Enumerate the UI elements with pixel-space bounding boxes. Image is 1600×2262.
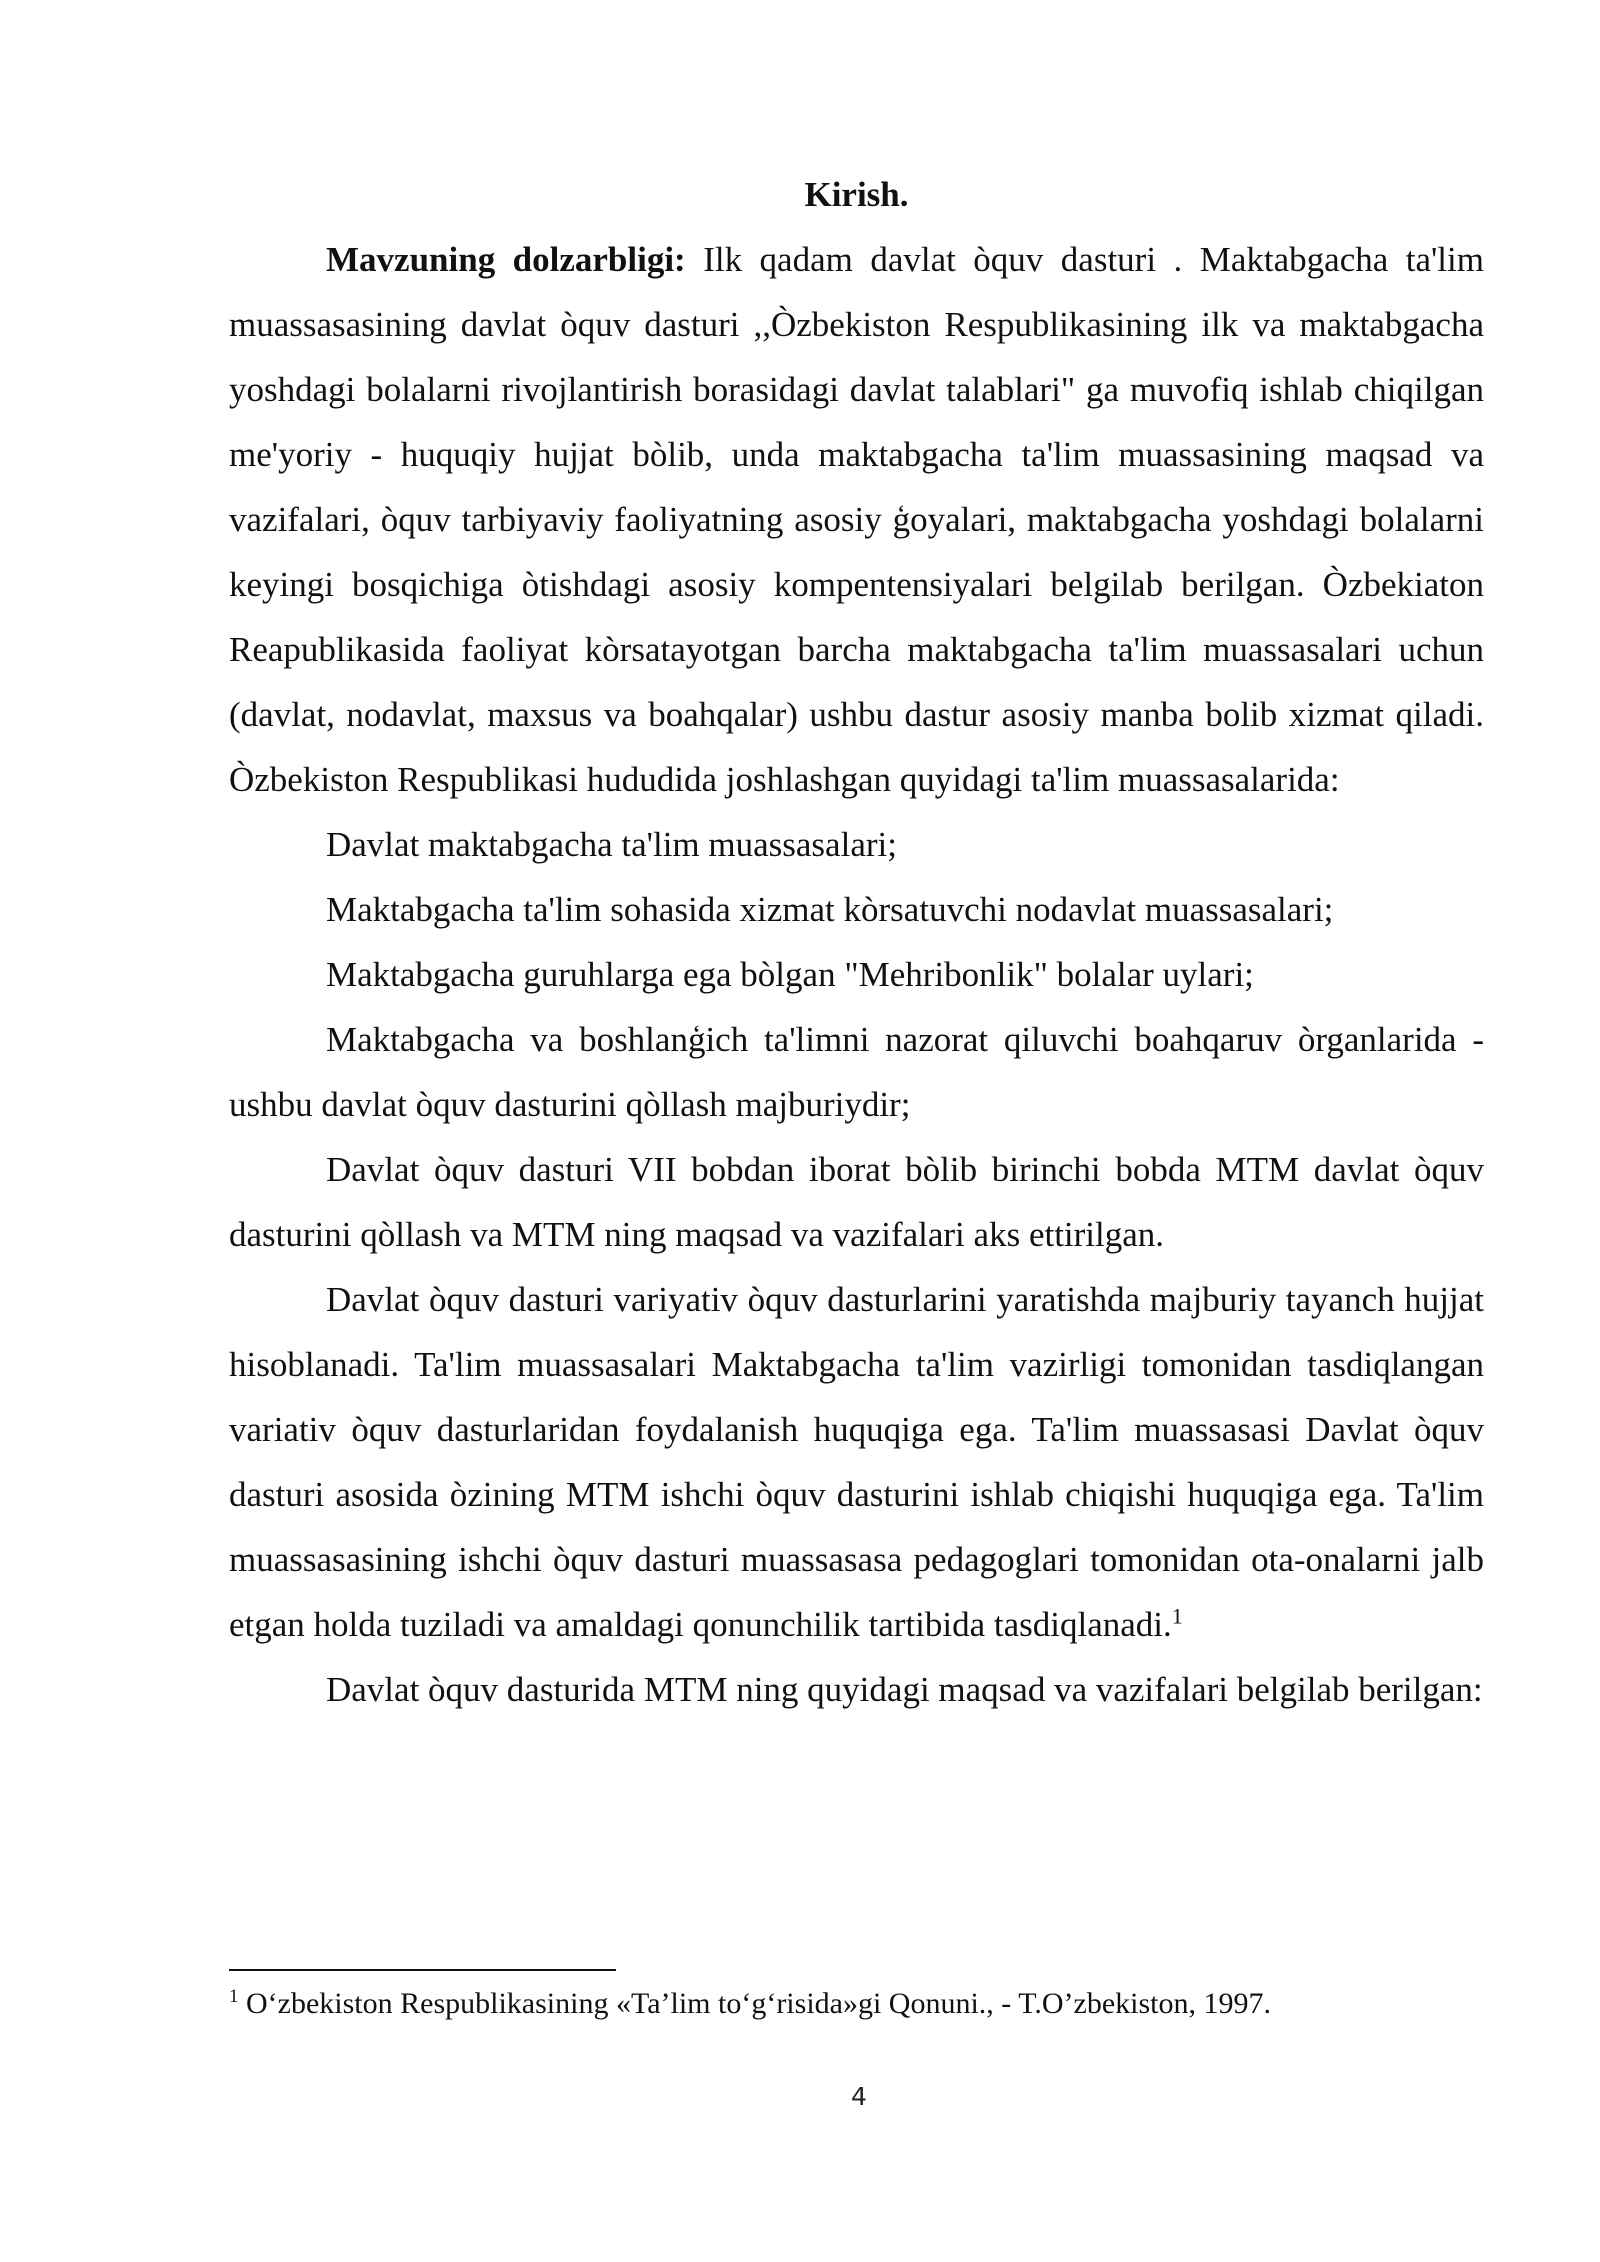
paragraph-obligations-text: Davlat òquv dasturi variyativ òquv dasturlarini yaratishda majburiy tayanch hujjat hisoblanadi. Ta'lim muassasalari Maktabgacha ta'lim vazirligi tomonidan tasdiqlangan variativ òquv dasturlaridan foydalanish huquqiga ega. Ta'lim muassasasi Davlat òquv dasturi asosida òzining MTM ishchi òquv dasturini ishlab chiqishi huquqiga ega. Ta'lim muassasasining ishchi òquv dasturi muassasasa pedagoglari tomonidan ota-onalarni jalb etgan holda tuziladi va amaldagi qonunchilik tartibida tasdiqlanadi. (229, 1280, 1484, 1644)
intro-paragraph (229, 227, 1484, 812)
footnote-reference[interactable]: 1 (1171, 1603, 1183, 1629)
intro-text: Ilk qadam davlat òquv dasturi . Maktabgacha ta'lim muassasasining davlat òquv dasturi ,,Òzbekiston Respublikasining ilk va maktabgacha yoshdagi bolalarni rivojlantirish borasidagi davlat talablari" ga muvofiq ishlab chiqilgan me'yoriy - huquqiy hujjat bòlib, unda maktabgacha ta'lim muassasining maqsad va vazifalari, òquv tarbiyaviy faoliyatning asosiy ģoyalari, maktabgacha yoshdagi bolalarni keyingi bosqichiga òtishdagi asosiy kompentensiyalari belgilab berilgan. Òzbekiaton Reapublikasida faoliyat kòrsatayotgan barcha maktabgacha ta'lim muassasalari uchun (davlat, nodavlat, maxsus va boahqalar) ushbu dastur asosiy manba bolib xizmat qiladi. Òzbekiston Respublikasi hududida joshlashgan quyidagi ta'lim muassasalarida: (229, 240, 1484, 799)
paragraph-structure: Davlat òquv dasturi VII bobdan iborat bòlib birinchi bobda MTM davlat òquv dasturini qòllash va MTM ning maqsad va vazifalari aks ettirilgan. (229, 1150, 1484, 1254)
intro-lead: Mavzuning dolzarbligi: (326, 240, 686, 279)
footnote (229, 1984, 1489, 2024)
paragraph-goals: Davlat òquv dasturida MTM ning quyidagi maqsad va vazifalari belgilab berilgan: (326, 1670, 1483, 1709)
paragraph-obligations (229, 1267, 1484, 1657)
list-item: Maktabgacha ta'lim sohasida xizmat kòrsatuvchi nodavlat muassasalari; (326, 890, 1334, 929)
footnote-separator (229, 1969, 616, 1971)
footnote-marker: 1 (229, 1986, 239, 2007)
list-item: Maktabgacha guruhlarga ega bòlgan "Mehribonlik" bolalar uylari; (326, 955, 1254, 994)
section-title: Kirish. (804, 175, 909, 214)
list-item: Maktabgacha va boshlanģich ta'limni nazorat qiluvchi boahqaruv òrganlarida - ushbu davlat òquv dasturini qòllash majburiydir; (229, 1020, 1484, 1124)
page-body (229, 162, 1484, 1722)
page-number: 4 (851, 2082, 867, 2111)
footnote-text: O‘zbekiston Respublikasining «Ta’lim to‘g‘risida»gi Qonuni., - T.O’zbekiston, 1997. (238, 1987, 1271, 2020)
list-item: Davlat maktabgacha ta'lim muassasalari; (326, 825, 897, 864)
